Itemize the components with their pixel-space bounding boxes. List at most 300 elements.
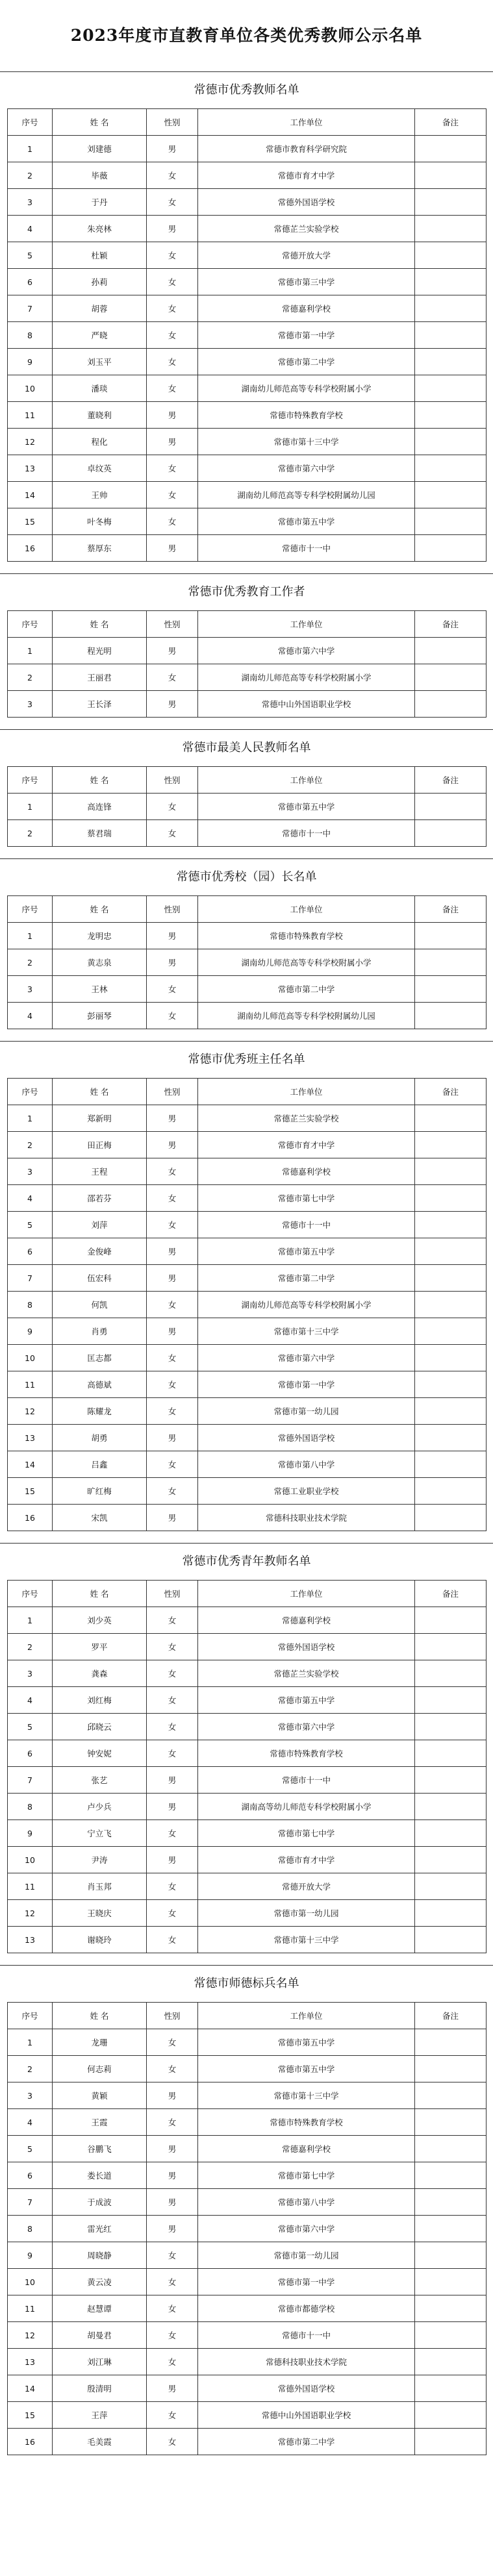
table-row bbox=[8, 1478, 487, 1505]
table-row bbox=[8, 1398, 487, 1425]
header-name: 姓 名 bbox=[53, 1581, 147, 1607]
cell-name: 王霞 bbox=[53, 2109, 147, 2136]
table-row bbox=[8, 1292, 487, 1318]
name-table bbox=[7, 2002, 487, 2455]
cell-index: 2 bbox=[8, 820, 53, 847]
section-6 bbox=[0, 1543, 493, 1965]
table-row bbox=[8, 1451, 487, 1478]
cell-name: 旷红梅 bbox=[53, 1478, 147, 1505]
cell-index: 14 bbox=[8, 482, 53, 508]
cell-name: 王长泽 bbox=[53, 691, 147, 718]
cell-index: 10 bbox=[8, 1345, 53, 1371]
cell-index: 5 bbox=[8, 1212, 53, 1238]
cell-remarks bbox=[415, 2136, 487, 2162]
cell-index: 8 bbox=[8, 1292, 53, 1318]
table-row bbox=[8, 2295, 487, 2322]
cell-name: 卢少兵 bbox=[53, 1794, 147, 1820]
cell-gender: 男 bbox=[147, 1105, 198, 1132]
cell-index: 5 bbox=[8, 2136, 53, 2162]
cell-index: 14 bbox=[8, 1451, 53, 1478]
cell-name: 黄颖 bbox=[53, 2082, 147, 2109]
table-row bbox=[8, 2082, 487, 2109]
cell-gender: 女 bbox=[147, 1634, 198, 1660]
header-gender: 性别 bbox=[147, 109, 198, 136]
table-row bbox=[8, 2322, 487, 2349]
cell-work-unit: 常德开放大学 bbox=[198, 1873, 415, 1900]
cell-name: 潘琰 bbox=[53, 375, 147, 402]
header-remarks: 备注 bbox=[415, 109, 487, 136]
cell-remarks bbox=[415, 1847, 487, 1873]
cell-remarks bbox=[415, 820, 487, 847]
cell-remarks bbox=[415, 375, 487, 402]
cell-index: 13 bbox=[8, 1927, 53, 1953]
cell-gender: 女 bbox=[147, 2322, 198, 2349]
cell-remarks bbox=[415, 295, 487, 322]
section-title: 常德市师德标兵名单 bbox=[0, 1965, 493, 2002]
cell-gender: 女 bbox=[147, 295, 198, 322]
name-table bbox=[7, 766, 487, 847]
cell-gender: 女 bbox=[147, 162, 198, 189]
cell-index: 6 bbox=[8, 1238, 53, 1265]
table-row bbox=[8, 1634, 487, 1660]
cell-name: 娄长道 bbox=[53, 2162, 147, 2189]
cell-remarks bbox=[415, 2029, 487, 2056]
cell-name: 王丽君 bbox=[53, 664, 147, 691]
cell-name: 王程 bbox=[53, 1158, 147, 1185]
cell-work-unit: 湖南幼儿师范高等专科学校附属幼儿园 bbox=[198, 1003, 415, 1029]
section-spacer bbox=[0, 562, 493, 573]
table-row bbox=[8, 242, 487, 269]
cell-remarks bbox=[415, 455, 487, 482]
table-header-row bbox=[8, 611, 487, 638]
cell-remarks bbox=[415, 638, 487, 664]
cell-index: 10 bbox=[8, 1847, 53, 1873]
cell-work-unit: 常德中山外国语职业学校 bbox=[198, 2402, 415, 2429]
header-gender: 性别 bbox=[147, 611, 198, 638]
cell-name: 高连锋 bbox=[53, 794, 147, 820]
cell-name: 金俊峰 bbox=[53, 1238, 147, 1265]
cell-remarks bbox=[415, 1900, 487, 1927]
cell-name: 卓纹英 bbox=[53, 455, 147, 482]
table-row bbox=[8, 375, 487, 402]
table-row bbox=[8, 1740, 487, 1767]
cell-gender: 女 bbox=[147, 2295, 198, 2322]
cell-name: 孙莉 bbox=[53, 269, 147, 295]
cell-work-unit: 常德工业职业学校 bbox=[198, 1478, 415, 1505]
cell-gender: 女 bbox=[147, 2029, 198, 2056]
section-spacer bbox=[0, 1029, 493, 1041]
table-row bbox=[8, 1687, 487, 1714]
table-header-row bbox=[8, 1581, 487, 1607]
cell-gender: 女 bbox=[147, 2402, 198, 2429]
cell-index: 1 bbox=[8, 136, 53, 162]
cell-index: 4 bbox=[8, 1185, 53, 1212]
table-row bbox=[8, 1265, 487, 1292]
header-work-unit: 工作单位 bbox=[198, 767, 415, 794]
cell-work-unit: 常德市第十三中学 bbox=[198, 1927, 415, 1953]
header-index: 序号 bbox=[8, 2003, 53, 2029]
cell-work-unit: 常德市十一中 bbox=[198, 2322, 415, 2349]
cell-remarks bbox=[415, 2082, 487, 2109]
section-title: 常德市最美人民教师名单 bbox=[0, 729, 493, 766]
cell-work-unit: 常德中山外国语职业学校 bbox=[198, 691, 415, 718]
section-5 bbox=[0, 1041, 493, 1543]
header-index: 序号 bbox=[8, 1079, 53, 1105]
cell-name: 尹涛 bbox=[53, 1847, 147, 1873]
cell-work-unit: 常德市第二中学 bbox=[198, 349, 415, 375]
header-remarks: 备注 bbox=[415, 2003, 487, 2029]
cell-gender: 女 bbox=[147, 820, 198, 847]
table-row bbox=[8, 455, 487, 482]
cell-remarks bbox=[415, 2402, 487, 2429]
cell-name: 龚森 bbox=[53, 1660, 147, 1687]
name-table bbox=[7, 610, 487, 718]
cell-work-unit: 常德市特殊教育学校 bbox=[198, 923, 415, 949]
cell-gender: 女 bbox=[147, 242, 198, 269]
cell-index: 2 bbox=[8, 1132, 53, 1158]
cell-gender: 男 bbox=[147, 2375, 198, 2402]
cell-work-unit: 常德市第五中学 bbox=[198, 2029, 415, 2056]
section-title: 常德市优秀教育工作者 bbox=[0, 573, 493, 610]
cell-remarks bbox=[415, 508, 487, 535]
cell-index: 3 bbox=[8, 1158, 53, 1185]
cell-index: 12 bbox=[8, 2322, 53, 2349]
header-name: 姓 名 bbox=[53, 767, 147, 794]
cell-name: 彭丽琴 bbox=[53, 1003, 147, 1029]
cell-work-unit: 常德市特殊教育学校 bbox=[198, 2109, 415, 2136]
cell-work-unit: 湖南幼儿师范高等专科学校附属幼儿园 bbox=[198, 482, 415, 508]
table-row bbox=[8, 1345, 487, 1371]
table-row bbox=[8, 162, 487, 189]
cell-index: 11 bbox=[8, 2295, 53, 2322]
cell-remarks bbox=[415, 322, 487, 349]
cell-remarks bbox=[415, 1212, 487, 1238]
cell-name: 何凯 bbox=[53, 1292, 147, 1318]
cell-gender: 女 bbox=[147, 349, 198, 375]
cell-index: 16 bbox=[8, 535, 53, 562]
section-title: 常德市优秀校（园）长名单 bbox=[0, 858, 493, 895]
cell-name: 王萍 bbox=[53, 2402, 147, 2429]
section-spacer bbox=[0, 2455, 493, 2467]
cell-remarks bbox=[415, 1740, 487, 1767]
cell-gender: 男 bbox=[147, 402, 198, 429]
table-row bbox=[8, 1371, 487, 1398]
cell-index: 3 bbox=[8, 1660, 53, 1687]
table-row bbox=[8, 2216, 487, 2242]
cell-gender: 女 bbox=[147, 2242, 198, 2269]
cell-index: 9 bbox=[8, 349, 53, 375]
table-row bbox=[8, 136, 487, 162]
cell-name: 谷鹏飞 bbox=[53, 2136, 147, 2162]
table-row bbox=[8, 1660, 487, 1687]
header-work-unit: 工作单位 bbox=[198, 2003, 415, 2029]
cell-gender: 男 bbox=[147, 1132, 198, 1158]
cell-remarks bbox=[415, 136, 487, 162]
cell-name: 朱亮林 bbox=[53, 216, 147, 242]
cell-work-unit: 常德市第六中学 bbox=[198, 1345, 415, 1371]
header-index: 序号 bbox=[8, 109, 53, 136]
section-title: 常德市优秀教师名单 bbox=[0, 71, 493, 108]
cell-work-unit: 常德市第五中学 bbox=[198, 508, 415, 535]
cell-work-unit: 常德市第一中学 bbox=[198, 1371, 415, 1398]
name-table bbox=[7, 108, 487, 562]
table-row bbox=[8, 1238, 487, 1265]
header-gender: 性别 bbox=[147, 2003, 198, 2029]
cell-remarks bbox=[415, 402, 487, 429]
header-remarks: 备注 bbox=[415, 896, 487, 923]
cell-index: 4 bbox=[8, 1687, 53, 1714]
cell-remarks bbox=[415, 1185, 487, 1212]
cell-name: 罗平 bbox=[53, 1634, 147, 1660]
cell-gender: 女 bbox=[147, 1398, 198, 1425]
table-row bbox=[8, 1873, 487, 1900]
cell-index: 3 bbox=[8, 691, 53, 718]
cell-name: 何志莉 bbox=[53, 2056, 147, 2082]
cell-index: 11 bbox=[8, 1371, 53, 1398]
cell-name: 刘红梅 bbox=[53, 1687, 147, 1714]
table-row bbox=[8, 1132, 487, 1158]
cell-index: 4 bbox=[8, 1003, 53, 1029]
table-row bbox=[8, 216, 487, 242]
cell-gender: 男 bbox=[147, 216, 198, 242]
table-row bbox=[8, 2375, 487, 2402]
cell-work-unit: 常德芷兰实验学校 bbox=[198, 1105, 415, 1132]
table-row bbox=[8, 189, 487, 216]
cell-gender: 女 bbox=[147, 2429, 198, 2455]
cell-remarks bbox=[415, 189, 487, 216]
table-row bbox=[8, 1003, 487, 1029]
section-spacer bbox=[0, 1953, 493, 1965]
cell-remarks bbox=[415, 1371, 487, 1398]
cell-name: 董晓利 bbox=[53, 402, 147, 429]
cell-remarks bbox=[415, 1425, 487, 1451]
cell-gender: 女 bbox=[147, 482, 198, 508]
cell-index: 6 bbox=[8, 269, 53, 295]
sections-container bbox=[0, 71, 493, 2467]
cell-work-unit: 常德芷兰实验学校 bbox=[198, 216, 415, 242]
cell-work-unit: 常德科技职业技术学院 bbox=[198, 1505, 415, 1531]
table-row bbox=[8, 1158, 487, 1185]
cell-work-unit: 常德市第八中学 bbox=[198, 2189, 415, 2216]
header-gender: 性别 bbox=[147, 1079, 198, 1105]
cell-gender: 女 bbox=[147, 1158, 198, 1185]
cell-index: 4 bbox=[8, 216, 53, 242]
cell-index: 3 bbox=[8, 189, 53, 216]
cell-remarks bbox=[415, 2109, 487, 2136]
header-gender: 性别 bbox=[147, 1581, 198, 1607]
cell-name: 刘玉平 bbox=[53, 349, 147, 375]
cell-name: 刘少英 bbox=[53, 1607, 147, 1634]
cell-work-unit: 常德市第六中学 bbox=[198, 455, 415, 482]
cell-remarks bbox=[415, 1634, 487, 1660]
cell-name: 王林 bbox=[53, 976, 147, 1003]
table-row bbox=[8, 691, 487, 718]
cell-gender: 女 bbox=[147, 1003, 198, 1029]
cell-remarks bbox=[415, 2322, 487, 2349]
cell-work-unit: 常德外国语学校 bbox=[198, 2375, 415, 2402]
table-row bbox=[8, 322, 487, 349]
cell-remarks bbox=[415, 1505, 487, 1531]
cell-index: 2 bbox=[8, 2056, 53, 2082]
name-table bbox=[7, 1078, 487, 1531]
cell-name: 肖勇 bbox=[53, 1318, 147, 1345]
cell-index: 3 bbox=[8, 976, 53, 1003]
cell-work-unit: 常德市第五中学 bbox=[198, 1238, 415, 1265]
cell-name: 宋凯 bbox=[53, 1505, 147, 1531]
cell-gender: 女 bbox=[147, 322, 198, 349]
cell-remarks bbox=[415, 1478, 487, 1505]
cell-work-unit: 常德嘉利学校 bbox=[198, 295, 415, 322]
cell-gender: 女 bbox=[147, 189, 198, 216]
cell-work-unit: 常德市特殊教育学校 bbox=[198, 1740, 415, 1767]
cell-gender: 女 bbox=[147, 1212, 198, 1238]
cell-name: 宁立飞 bbox=[53, 1820, 147, 1847]
table-row bbox=[8, 2029, 487, 2056]
cell-name: 胡蓉 bbox=[53, 295, 147, 322]
cell-index: 8 bbox=[8, 1794, 53, 1820]
cell-gender: 女 bbox=[147, 1185, 198, 1212]
cell-gender: 女 bbox=[147, 1740, 198, 1767]
cell-gender: 女 bbox=[147, 1292, 198, 1318]
table-header-row bbox=[8, 896, 487, 923]
header-name: 姓 名 bbox=[53, 109, 147, 136]
table-row bbox=[8, 664, 487, 691]
cell-gender: 男 bbox=[147, 535, 198, 562]
cell-name: 蔡君瑞 bbox=[53, 820, 147, 847]
cell-remarks bbox=[415, 949, 487, 976]
table-row bbox=[8, 638, 487, 664]
cell-name: 毕薇 bbox=[53, 162, 147, 189]
cell-remarks bbox=[415, 2216, 487, 2242]
cell-work-unit: 湖南幼儿师范高等专科学校附属小学 bbox=[198, 664, 415, 691]
cell-index: 13 bbox=[8, 1425, 53, 1451]
cell-remarks bbox=[415, 1003, 487, 1029]
cell-gender: 女 bbox=[147, 1820, 198, 1847]
cell-index: 13 bbox=[8, 2349, 53, 2375]
cell-remarks bbox=[415, 2269, 487, 2295]
cell-index: 2 bbox=[8, 949, 53, 976]
cell-name: 刘江琳 bbox=[53, 2349, 147, 2375]
cell-remarks bbox=[415, 691, 487, 718]
cell-index: 10 bbox=[8, 2269, 53, 2295]
cell-name: 程化 bbox=[53, 429, 147, 455]
header-gender: 性别 bbox=[147, 896, 198, 923]
header-name: 姓 名 bbox=[53, 2003, 147, 2029]
cell-gender: 女 bbox=[147, 1900, 198, 1927]
cell-name: 陈耀龙 bbox=[53, 1398, 147, 1425]
cell-gender: 男 bbox=[147, 1794, 198, 1820]
cell-name: 毛美霞 bbox=[53, 2429, 147, 2455]
cell-remarks bbox=[415, 2189, 487, 2216]
cell-gender: 女 bbox=[147, 664, 198, 691]
cell-name: 蔡厚东 bbox=[53, 535, 147, 562]
cell-remarks bbox=[415, 1820, 487, 1847]
table-row bbox=[8, 976, 487, 1003]
cell-gender: 男 bbox=[147, 1847, 198, 1873]
cell-gender: 女 bbox=[147, 1714, 198, 1740]
cell-work-unit: 常德市第一幼儿园 bbox=[198, 2242, 415, 2269]
section-3 bbox=[0, 729, 493, 858]
header-work-unit: 工作单位 bbox=[198, 1581, 415, 1607]
cell-index: 16 bbox=[8, 2429, 53, 2455]
cell-name: 王晓庆 bbox=[53, 1900, 147, 1927]
header-index: 序号 bbox=[8, 611, 53, 638]
cell-gender: 女 bbox=[147, 976, 198, 1003]
cell-index: 15 bbox=[8, 508, 53, 535]
cell-name: 胡勇 bbox=[53, 1425, 147, 1451]
cell-name: 黄志泉 bbox=[53, 949, 147, 976]
cell-name: 于成波 bbox=[53, 2189, 147, 2216]
cell-index: 10 bbox=[8, 375, 53, 402]
section-spacer bbox=[0, 847, 493, 858]
cell-work-unit: 常德市都德学校 bbox=[198, 2295, 415, 2322]
header-gender: 性别 bbox=[147, 767, 198, 794]
cell-remarks bbox=[415, 2162, 487, 2189]
cell-index: 2 bbox=[8, 1634, 53, 1660]
cell-index: 9 bbox=[8, 2242, 53, 2269]
cell-index: 1 bbox=[8, 794, 53, 820]
cell-work-unit: 常德市第三中学 bbox=[198, 269, 415, 295]
cell-name: 程光明 bbox=[53, 638, 147, 664]
cell-work-unit: 常德外国语学校 bbox=[198, 189, 415, 216]
table-row bbox=[8, 349, 487, 375]
cell-index: 9 bbox=[8, 1318, 53, 1345]
cell-name: 钟安妮 bbox=[53, 1740, 147, 1767]
cell-work-unit: 常德市十一中 bbox=[198, 1212, 415, 1238]
cell-gender: 女 bbox=[147, 2056, 198, 2082]
cell-remarks bbox=[415, 429, 487, 455]
table-header-row bbox=[8, 767, 487, 794]
table-row bbox=[8, 1607, 487, 1634]
cell-name: 严晓 bbox=[53, 322, 147, 349]
header-name: 姓 名 bbox=[53, 611, 147, 638]
cell-name: 伍宏科 bbox=[53, 1265, 147, 1292]
name-table bbox=[7, 1580, 487, 1953]
cell-gender: 男 bbox=[147, 429, 198, 455]
header-work-unit: 工作单位 bbox=[198, 611, 415, 638]
cell-name: 殷清明 bbox=[53, 2375, 147, 2402]
cell-remarks bbox=[415, 1714, 487, 1740]
table-row bbox=[8, 949, 487, 976]
header-work-unit: 工作单位 bbox=[198, 896, 415, 923]
cell-name: 胡曼君 bbox=[53, 2322, 147, 2349]
cell-index: 7 bbox=[8, 1767, 53, 1794]
header-remarks: 备注 bbox=[415, 1581, 487, 1607]
table-row bbox=[8, 1794, 487, 1820]
cell-work-unit: 常德市育才中学 bbox=[198, 1132, 415, 1158]
cell-work-unit: 常德市教育科学研究院 bbox=[198, 136, 415, 162]
cell-gender: 男 bbox=[147, 638, 198, 664]
header-remarks: 备注 bbox=[415, 1079, 487, 1105]
cell-gender: 女 bbox=[147, 508, 198, 535]
cell-remarks bbox=[415, 2375, 487, 2402]
cell-work-unit: 常德市第二中学 bbox=[198, 1265, 415, 1292]
cell-remarks bbox=[415, 1265, 487, 1292]
cell-name: 匡志都 bbox=[53, 1345, 147, 1371]
cell-gender: 女 bbox=[147, 1687, 198, 1714]
table-row bbox=[8, 1927, 487, 1953]
cell-remarks bbox=[415, 794, 487, 820]
cell-gender: 男 bbox=[147, 136, 198, 162]
cell-name: 龙珊 bbox=[53, 2029, 147, 2056]
cell-gender: 男 bbox=[147, 691, 198, 718]
table-header-row bbox=[8, 109, 487, 136]
header-work-unit: 工作单位 bbox=[198, 109, 415, 136]
cell-index: 7 bbox=[8, 2189, 53, 2216]
cell-gender: 男 bbox=[147, 2136, 198, 2162]
cell-gender: 女 bbox=[147, 269, 198, 295]
table-header-row bbox=[8, 1079, 487, 1105]
